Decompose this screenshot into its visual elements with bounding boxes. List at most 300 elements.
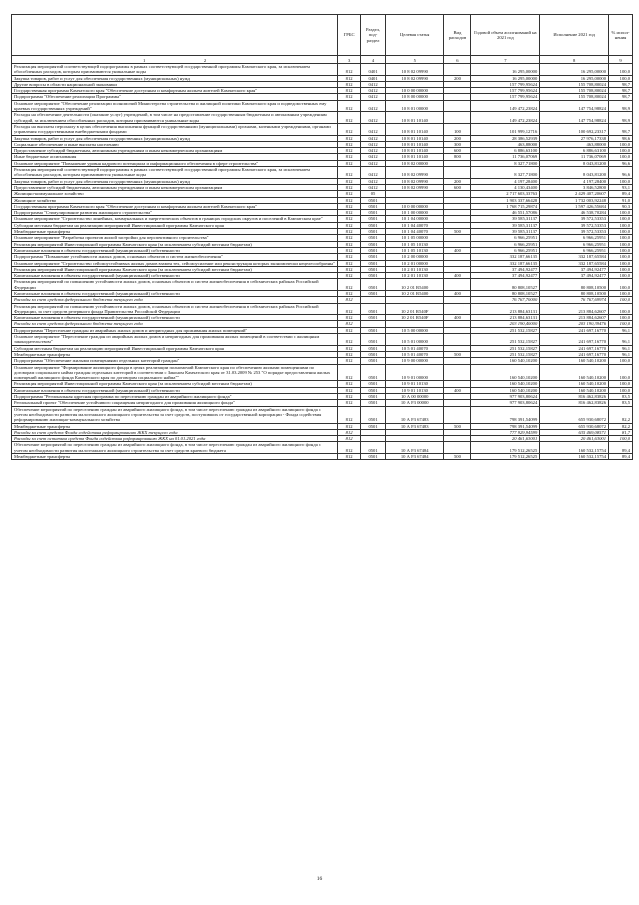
row-annual: 157 799,95624 (471, 81, 540, 87)
row-executed: 37 494,92477 (540, 273, 609, 279)
row-target: 10 1 05 00000 (386, 235, 444, 241)
row-annual: 101 999,12716 (471, 123, 540, 135)
row-annual: 8 327,71800 (471, 160, 540, 166)
row-target: 10 А F3 67483 (386, 406, 444, 423)
row-annual: 80 808,10527 (471, 279, 540, 291)
row-executed: 147 754,98824 (540, 100, 609, 112)
row-target: 10 1 04 40070 (386, 229, 444, 235)
row-percent: 100,0 (609, 315, 633, 321)
row-exp-type: 300 (444, 141, 471, 147)
row-annual: 1 903 337,66428 (471, 197, 540, 203)
row-section: 0412 (361, 81, 386, 87)
row-percent: 100,0 (609, 381, 633, 387)
row-grbs: 812 (338, 423, 361, 429)
row-section: 0412 (361, 154, 386, 160)
row-grbs: 812 (338, 112, 361, 124)
row-annual: 977 903,80624 (471, 400, 540, 406)
row-percent: 100,0 (609, 178, 633, 184)
row-annual: 463,88000 (471, 141, 540, 147)
row-executed: 2 429 407,20607 (540, 191, 609, 197)
row-grbs: 812 (338, 216, 361, 222)
row-grbs: 812 (338, 184, 361, 190)
row-grbs: 812 (338, 123, 361, 135)
row-annual: 16 295,00000 (471, 64, 540, 76)
row-name: Основное мероприятие "Разработка проектов жилой застройки для перспективного строительства" (12, 235, 338, 241)
row-target: 10 8 02 00000 (386, 160, 444, 166)
row-section: 0501 (361, 203, 386, 209)
row-name: Подпрограмма "Переселение граждан из аварийных жилых домов и непригодных для проживания жилых помещений" (12, 327, 338, 333)
table-body (12, 56, 633, 460)
table-row (12, 64, 633, 76)
row-annual: 179 512,26525 (471, 442, 540, 454)
row-executed: 39 572,53353 (540, 216, 609, 222)
row-annual: 160 540,10200 (471, 364, 540, 381)
row-section: 0501 (361, 273, 386, 279)
row-target: 10 5 01 40070 (386, 345, 444, 351)
row-grbs: 812 (338, 273, 361, 279)
row-executed: 6 966,25951 (540, 235, 609, 241)
row-grbs: 812 (338, 235, 361, 241)
row-section: 0501 (361, 394, 386, 400)
row-grbs: 812 (338, 135, 361, 141)
row-section: 0501 (361, 210, 386, 216)
row-executed: 160 540,10200 (540, 358, 609, 364)
row-name: Закупка товаров, работ и услуг для обеспечения государственных (муниципальных) нужд (12, 178, 338, 184)
row-grbs: 812 (338, 167, 361, 179)
row-section: 0501 (361, 364, 386, 381)
row-percent: 100,0 (609, 436, 633, 442)
row-executed: 1 732 003,92248 (540, 197, 609, 203)
row-grbs: 812 (338, 260, 361, 266)
row-name: Расходы на обеспечение деятельности (оказание услуг) учреждений, в том числе на предоставление государственным бюджетным и автономным учреждениям субсидий, за исключением обособленных расходов, которым присваиваются уникальные коды (12, 112, 338, 124)
row-section: 0412 (361, 184, 386, 190)
row-percent: 96,1 (609, 351, 633, 357)
row-target: 10 А F3 67483 (386, 423, 444, 429)
row-grbs: 812 (338, 160, 361, 166)
row-name: Основное мероприятие "Формирование жилищного фонда в целях реализации полномочий Камчатского края по обеспечению жилыми помещениями по договорам социального найма граждан отдельных категорий в соответствии с Законом Камчатского края от 31.03.2009 № 253 "О порядке предоставления жилых помещений жилищного фонда Камчатского края по договорам социального найма"" (12, 364, 338, 381)
row-percent: 100,0 (609, 279, 633, 291)
row-executed: 155 708,80024 (540, 88, 609, 94)
row-exp-type: 200 (444, 178, 471, 184)
row-percent: 98,7 (609, 123, 633, 135)
row-exp-type: 400 (444, 247, 471, 253)
row-name: Жилищно-коммунальное хозяйство (12, 191, 338, 197)
row-section: 0401 (361, 64, 386, 76)
row-target: 10 8 01 10140 (386, 135, 444, 141)
row-exp-type (444, 64, 471, 76)
row-executed: 241 697,16770 (540, 345, 609, 351)
row-percent: 100,0 (609, 235, 633, 241)
column-number: 1 2 (12, 56, 338, 64)
row-percent: 96,1 (609, 345, 633, 351)
row-name: Жилищное хозяйство (12, 197, 338, 203)
row-executed: 147 754,98824 (540, 112, 609, 124)
row-grbs: 812 (338, 442, 361, 454)
row-percent: 96,1 (609, 327, 633, 333)
row-name: Реализация мероприятий Инвестиционной программы Камчатского края (за исключением субсидий местным бюджетам) (12, 241, 338, 247)
row-exp-type (444, 442, 471, 454)
row-name: Расходы за счет средств федерального бюджета текущего года (12, 321, 338, 327)
row-annual: 213 884,63131 (471, 315, 540, 321)
row-percent: 89,4 (609, 191, 633, 197)
table-header (12, 15, 633, 56)
row-percent: 100,0 (609, 260, 633, 266)
row-executed: 160 540,10200 (540, 381, 609, 387)
row-grbs: 812 (338, 279, 361, 291)
row-name: Основное мероприятие "Строительство сейсмоустойчивых жилых домов взамен тех, сейсмоусиление или реконструкция которых экономически нецелесообразны" (12, 260, 338, 266)
row-exp-type: 500 (444, 454, 471, 460)
row-name: Межбюджетные трансферты (12, 423, 338, 429)
row-percent: 81,7 (609, 429, 633, 435)
row-target: 10 8 01 10140 (386, 141, 444, 147)
row-grbs: 812 (338, 303, 361, 315)
row-executed: 1 597 426,55684 (540, 203, 609, 209)
row-executed: 4 197,28400 (540, 178, 609, 184)
row-annual: 6 966,25951 (471, 241, 540, 247)
row-executed: 816 462,83826 (540, 394, 609, 400)
row-name: Капитальные вложения в объекты государственной (муниципальной) собственности (12, 290, 338, 296)
row-percent: 98,7 (609, 81, 633, 87)
row-executed: 816 462,83826 (540, 400, 609, 406)
row-target: 10 1 00 00000 (386, 210, 444, 216)
row-name: Региональный проект "Обеспечение устойчивого сокращения непригодного для проживания жилищного фонда" (12, 400, 338, 406)
row-executed: 160 540,10200 (540, 364, 609, 381)
row-annual: 332 187,66135 (471, 254, 540, 260)
row-executed: 11 736,07069 (540, 154, 609, 160)
row-annual: 11 736,07069 (471, 154, 540, 160)
row-percent: 100,0 (609, 303, 633, 315)
row-grbs: 812 (338, 148, 361, 154)
row-exp-type: 400 (444, 290, 471, 296)
row-executed: 39 572,53353 (540, 222, 609, 228)
column-number: 8 (540, 56, 609, 64)
row-section: 0501 (361, 222, 386, 228)
row-section: 0501 (361, 279, 386, 291)
row-annual: 777 929,94599 (471, 429, 540, 435)
row-percent: 90,3 (609, 203, 633, 209)
row-exp-type: 200 (444, 135, 471, 141)
row-grbs: 812 (338, 315, 361, 321)
row-target: 10 8 02 09990 (386, 75, 444, 81)
row-name: Закупка товаров, работ и услуг для обеспечения государственных (муниципальных) нужд (12, 135, 338, 141)
row-section: 0501 (361, 241, 386, 247)
row-executed: 160 532,15754 (540, 442, 609, 454)
row-target: 10 8 02 09990 (386, 178, 444, 184)
row-percent: 96,1 (609, 334, 633, 346)
row-target: 10 8 01 00000 (386, 100, 444, 112)
row-section: 0412 (361, 135, 386, 141)
row-executed: 46 538,70284 (540, 210, 609, 216)
header-exp-type: Вид расходов (444, 15, 471, 56)
row-percent: 98,6 (609, 135, 633, 141)
row-grbs: 812 (338, 203, 361, 209)
row-section: 0501 (361, 229, 386, 235)
row-executed: 241 697,16770 (540, 334, 609, 346)
row-percent: 100,0 (609, 254, 633, 260)
row-grbs: 812 (338, 94, 361, 100)
row-annual: 46 551,57086 (471, 210, 540, 216)
row-section: 05 (361, 191, 386, 197)
table-row (12, 123, 633, 135)
column-number: 7 (471, 56, 540, 64)
row-executed: 3 846,52800 (540, 184, 609, 190)
row-grbs: 812 (338, 327, 361, 333)
row-grbs: 812 (338, 400, 361, 406)
row-executed: 332 187,65584 (540, 260, 609, 266)
row-grbs: 812 (338, 394, 361, 400)
column-number: 5 (386, 56, 444, 64)
row-grbs: 812 (338, 266, 361, 272)
row-section: 0501 (361, 454, 386, 460)
row-name: Подпрограмма "Обеспечение реализации Программы" (12, 94, 338, 100)
row-percent: 100,0 (609, 364, 633, 381)
row-annual: 76 767,70000 (471, 297, 540, 303)
row-section: 0501 (361, 266, 386, 272)
row-percent: 93,1 (609, 184, 633, 190)
row-annual: 160 540,10200 (471, 387, 540, 393)
row-name: Основное мероприятие "Повышение уровня кадрового потенциала и информационного обеспечения в сфере строительства" (12, 160, 338, 166)
row-grbs: 812 (338, 358, 361, 364)
row-executed: 155 708,80024 (540, 94, 609, 100)
header-section: Раздел, под-раздел (361, 15, 386, 56)
row-exp-type: 400 (444, 387, 471, 393)
row-target: 10 1 05 10130 (386, 247, 444, 253)
row-target: 10 1 04 40070 (386, 222, 444, 228)
row-exp-type (444, 279, 471, 291)
row-annual: 80 808,10527 (471, 290, 540, 296)
table-row (12, 303, 633, 315)
row-executed: 6 886,63100 (540, 148, 609, 154)
row-name: Расходы за счет остатков средств Фонда содействия реформированию ЖКХ на 01.01.2021 года (12, 436, 338, 442)
row-annual: 203 190,40000 (471, 321, 540, 327)
row-exp-type (444, 167, 471, 179)
row-annual: 251 532,15827 (471, 351, 540, 357)
row-executed: 655 930,68072 (540, 423, 609, 429)
header-percent: % испол-нения (609, 15, 633, 56)
row-name: Основное мероприятие "Обеспечение реализации полномочий Министерства строительства и жилищной политики Камчатского края и подведомственных ему краевых государственных учреждений" (12, 100, 338, 112)
row-target: 10 А 00 00000 (386, 394, 444, 400)
row-grbs: 812 (338, 406, 361, 423)
row-percent: 100,0 (609, 148, 633, 154)
row-section: 0501 (361, 290, 386, 296)
row-target: 10 8 02 09990 (386, 167, 444, 179)
row-section: 0501 (361, 406, 386, 423)
row-grbs: 812 (338, 297, 361, 303)
row-section: 0412 (361, 123, 386, 135)
row-executed: 16 295,00000 (540, 64, 609, 76)
row-percent: 82,2 (609, 406, 633, 423)
row-percent: 82,2 (609, 423, 633, 429)
row-annual: 39 585,31137 (471, 222, 540, 228)
row-executed: 332 187,65584 (540, 254, 609, 260)
row-name: Реализация мероприятий соответствующей подпрограммы в рамках соответствующей государственной программы Камчатского края, за исключением обособленных расходов, которым присваиваются уникальные коды (12, 64, 338, 76)
row-annual: 798 391,54099 (471, 423, 540, 429)
row-percent: 98,9 (609, 112, 633, 124)
row-grbs: 812 (338, 334, 361, 346)
row-section: 0501 (361, 254, 386, 260)
row-annual: 251 532,15827 (471, 327, 540, 333)
row-exp-type: 600 (444, 184, 471, 190)
row-annual: 4 130,43400 (471, 184, 540, 190)
row-name: Подпрограмма "Повышение устойчивости жилых домов, основных объектов и систем жизнеобеспечения" (12, 254, 338, 260)
row-percent: 100,0 (609, 387, 633, 393)
row-grbs: 812 (338, 75, 361, 81)
row-grbs: 812 (338, 197, 361, 203)
row-name: Реализация мероприятий Инвестиционной программы Камчатского края (за исключением субсидий местным бюджетам) (12, 381, 338, 387)
row-section: 0501 (361, 400, 386, 406)
row-executed: 655 930,68072 (540, 406, 609, 423)
row-grbs: 812 (338, 381, 361, 387)
row-percent: 100,0 (609, 241, 633, 247)
row-percent: 98,9 (609, 100, 633, 112)
row-name: Закупка товаров, работ и услуг для обеспечения государственных (муниципальных) нужд (12, 75, 338, 81)
row-executed: 16 295,00000 (540, 75, 609, 81)
row-name: Подпрограмма "Региональная адресная программа по переселению граждан из аварийного жилищного фонда" (12, 394, 338, 400)
row-section: 0412 (361, 148, 386, 154)
row-percent: 100,0 (609, 358, 633, 364)
row-section: 0412 (361, 167, 386, 179)
row-section: 0501 (361, 315, 386, 321)
row-grbs: 812 (338, 178, 361, 184)
row-name: Обеспечение мероприятий по переселению граждан из аварийного жилищного фонда, в том числе переселению граждан из аварийного жилищного фонда с учетом необходимости развития малоэтажного жилищного строительства за счет средств, поступивших от государственной корпорации - Фонда содействия реформированию жилищно-коммунального хозяйства (12, 406, 338, 423)
row-percent: 83,5 (609, 394, 633, 400)
row-exp-type: 400 (444, 315, 471, 321)
row-annual: 160 540,10200 (471, 381, 540, 387)
row-target: 10 8 01 10140 (386, 148, 444, 154)
row-name: Государственная программа Камчатского края "Обеспечение доступным и комфортным жильем жителей Камчатского края" (12, 203, 338, 209)
row-annual: 4 197,28400 (471, 178, 540, 184)
row-grbs: 812 (338, 222, 361, 228)
row-target: 10 8 02 09990 (386, 184, 444, 190)
row-annual: 16 295,00000 (471, 75, 540, 81)
table-row (12, 406, 633, 423)
table-row (12, 334, 633, 346)
header-grbs: ГРБС (338, 15, 361, 56)
header-executed: Исполнение 2021 год (540, 15, 609, 56)
row-executed: 160 532,15754 (540, 454, 609, 460)
column-number: 9 (609, 56, 633, 64)
row-percent: 100,0 (609, 247, 633, 253)
row-percent: 100,0 (609, 75, 633, 81)
row-target: 10 2 01 00000 (386, 260, 444, 266)
row-target: 10 0 00 00000 (386, 203, 444, 209)
row-name: Межбюджетные трансферты (12, 229, 338, 235)
row-exp-type (444, 303, 471, 315)
row-name: Иные бюджетные ассигнования (12, 154, 338, 160)
row-executed: 80 808,10500 (540, 290, 609, 296)
row-target: 10 8 01 10140 (386, 112, 444, 124)
row-annual: 37 494,92477 (471, 273, 540, 279)
row-target: 10 8 01 10140 (386, 154, 444, 160)
row-section: 0412 (361, 141, 386, 147)
row-annual: 251 532,15827 (471, 334, 540, 346)
row-executed: 8 043,81200 (540, 167, 609, 179)
row-executed: 100 692,23317 (540, 123, 609, 135)
row-annual: 6 886,63100 (471, 148, 540, 154)
row-grbs: 812 (338, 141, 361, 147)
row-percent: 98,7 (609, 88, 633, 94)
row-percent: 100,0 (609, 154, 633, 160)
row-exp-type (444, 334, 471, 346)
row-section: 0501 (361, 197, 386, 203)
row-annual: 20 461,63001 (471, 436, 540, 442)
row-percent: 100,0 (609, 64, 633, 76)
row-target: 10 5 01 00000 (386, 334, 444, 346)
row-percent: 91,0 (609, 197, 633, 203)
row-percent: 100,0 (609, 297, 633, 303)
row-executed: 635 469,08571 (540, 429, 609, 435)
row-executed: 463,88000 (540, 141, 609, 147)
row-executed: 203 190,39476 (540, 321, 609, 327)
row-grbs: 812 (338, 81, 361, 87)
row-section: 0501 (361, 345, 386, 351)
row-exp-type: 500 (444, 423, 471, 429)
row-annual: 149 472,23824 (471, 100, 540, 112)
row-exp-type: 600 (444, 148, 471, 154)
row-exp-type (444, 364, 471, 381)
row-name: Капитальные вложения в объекты государственной (муниципальной) собственности (12, 387, 338, 393)
row-grbs: 812 (338, 210, 361, 216)
table-row (12, 364, 633, 381)
row-name: Расходы за счет средств Фонда содействия реформированию ЖКХ текущего года (12, 429, 338, 435)
row-name: Межбюджетные трансферты (12, 454, 338, 460)
row-annual: 332 187,66135 (471, 260, 540, 266)
row-grbs: 812 (338, 247, 361, 253)
row-grbs: 812 (338, 429, 361, 435)
row-percent: 100,0 (609, 273, 633, 279)
row-name: Основное мероприятие "Переселение граждан из аварийных жилых домов и непригодных для проживания жилых помещений в соответствии с жилищным законодательством" (12, 334, 338, 346)
table-row (12, 442, 633, 454)
row-percent: 100,0 (609, 321, 633, 327)
row-target: 10 2 01 10130 (386, 273, 444, 279)
row-name: Расходы за счет средств федерального бюджета текущего года (12, 297, 338, 303)
row-percent: 89,4 (609, 442, 633, 454)
row-percent: 100,0 (609, 290, 633, 296)
table-row (12, 112, 633, 124)
row-executed: 6 966,25951 (540, 247, 609, 253)
row-target: 10 5 00 00000 (386, 327, 444, 333)
row-section: 0501 (361, 351, 386, 357)
row-annual: 160 540,10200 (471, 358, 540, 364)
row-executed: 241 697,16770 (540, 327, 609, 333)
row-executed: 241 697,16770 (540, 351, 609, 357)
row-name: Расходы на выплаты персоналу в целях обеспечения выполнения функций государственными (муниципальными) органами, казенными учреждениями, органами управления государственными внебюджетными фондами (12, 123, 338, 135)
row-name: Реализация мероприятий Инвестиционной программы Камчатского края (за исключением субсидий местным бюджетам) (12, 266, 338, 272)
row-name: Капитальные вложения в объекты государственной (муниципальной) собственности (12, 247, 338, 253)
row-annual: 39 585,31137 (471, 216, 540, 222)
row-percent: 96,6 (609, 167, 633, 179)
row-target: 10 1 04 00000 (386, 216, 444, 222)
row-percent: 83,5 (609, 400, 633, 406)
row-exp-type (444, 100, 471, 112)
table-row (12, 279, 633, 291)
row-annual: 798 391,54099 (471, 406, 540, 423)
row-percent: 100,0 (609, 266, 633, 272)
row-annual: 157 799,95624 (471, 88, 540, 94)
row-section: 0412 (361, 112, 386, 124)
row-target: 10 А F3 67484 (386, 454, 444, 460)
row-grbs: 812 (338, 436, 361, 442)
row-name: Капитальные вложения в объекты государственной (муниципальной) собственности (12, 315, 338, 321)
row-section: 0501 (361, 358, 386, 364)
row-target: 10 9 01 00000 (386, 364, 444, 381)
row-executed: 6 966,25951 (540, 241, 609, 247)
row-target: 10 8 01 10140 (386, 123, 444, 135)
row-name: Реализация мероприятий по повышению устойчивости жилых домов, основных объектов и систем жизнеобеспечения в сейсмических районах Российской Федерации (12, 279, 338, 291)
row-annual: 251 532,15827 (471, 345, 540, 351)
row-section: 0501 (361, 423, 386, 429)
row-exp-type (444, 406, 471, 423)
